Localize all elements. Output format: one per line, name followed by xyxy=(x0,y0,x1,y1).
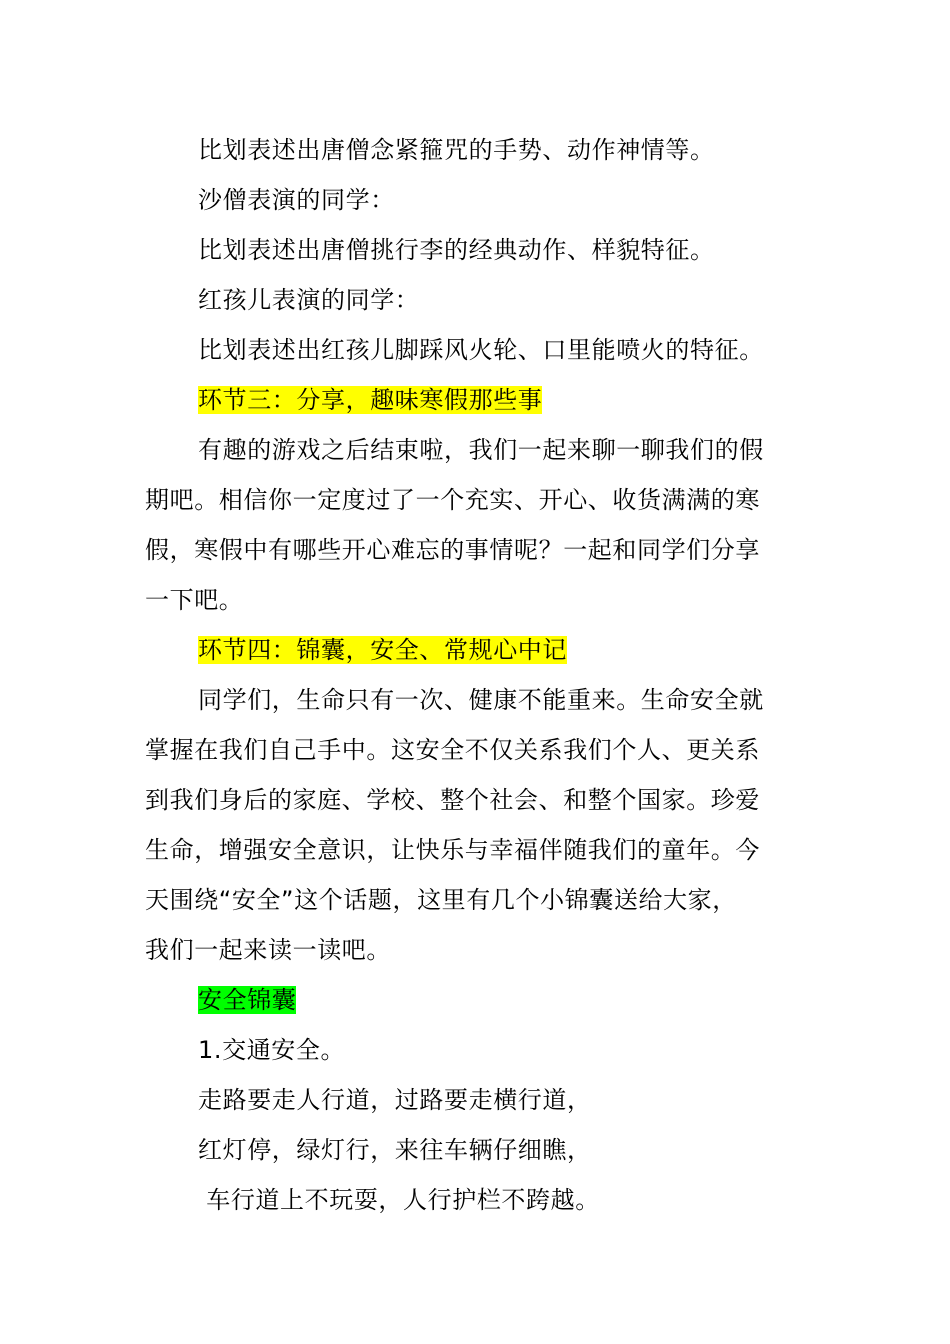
safety-tips-title: 安全锦囊 xyxy=(198,986,297,1014)
section-heading: 环节三：分享，趣味寒假那些事 xyxy=(198,386,543,414)
paragraph-line: 同学们，生命只有一次、健康不能重来。生命安全就 xyxy=(198,686,764,714)
paragraph-line: 一下吧。 xyxy=(145,586,244,614)
paragraph-line: 天围绕“安全”这个话题，这里有几个小锦囊送给大家， xyxy=(145,886,737,914)
verse-line: 走路要走人行道，过路要走横行道， xyxy=(198,1086,592,1114)
paragraph-line: 期吧。相信你一定度过了一个充实、开心、收货满满的寒 xyxy=(145,486,760,514)
paragraph-line: 到我们身后的家庭、学校、整个社会、和整个国家。珍爱 xyxy=(145,786,760,814)
text-line: 沙僧表演的同学： xyxy=(198,186,395,214)
text-line: 比划表述出红孩儿脚踩风火轮、口里能喷火的特征。 xyxy=(198,336,764,364)
text-line: 比划表述出唐僧挑行李的经典动作、样貌特征。 xyxy=(198,236,715,264)
paragraph-line: 我们一起来读一读吧。 xyxy=(145,936,391,964)
paragraph-line: 假，寒假中有哪些开心难忘的事情呢？一起和同学们分享 xyxy=(145,536,760,564)
paragraph-line: 生命，增强安全意识，让快乐与幸福伴随我们的童年。今 xyxy=(145,836,760,864)
verse-line: 车行道上不玩耍，人行护栏不跨越。 xyxy=(198,1186,600,1214)
text-line: 红孩儿表演的同学： xyxy=(198,286,420,314)
section-heading: 环节四：锦囊，安全、常规心中记 xyxy=(198,636,567,664)
paragraph-line: 掌握在我们自己手中。这安全不仅关系我们个人、更关系 xyxy=(145,736,760,764)
paragraph-line: 有趣的游戏之后结束啦，我们一起来聊一聊我们的假 xyxy=(198,436,764,464)
text-line: 比划表述出唐僧念紧箍咒的手势、动作神情等。 xyxy=(198,136,715,164)
verse-line: 红灯停，绿灯行，来往车辆仔细瞧， xyxy=(198,1136,592,1164)
list-item-heading: 1.交通安全。 xyxy=(198,1036,346,1064)
